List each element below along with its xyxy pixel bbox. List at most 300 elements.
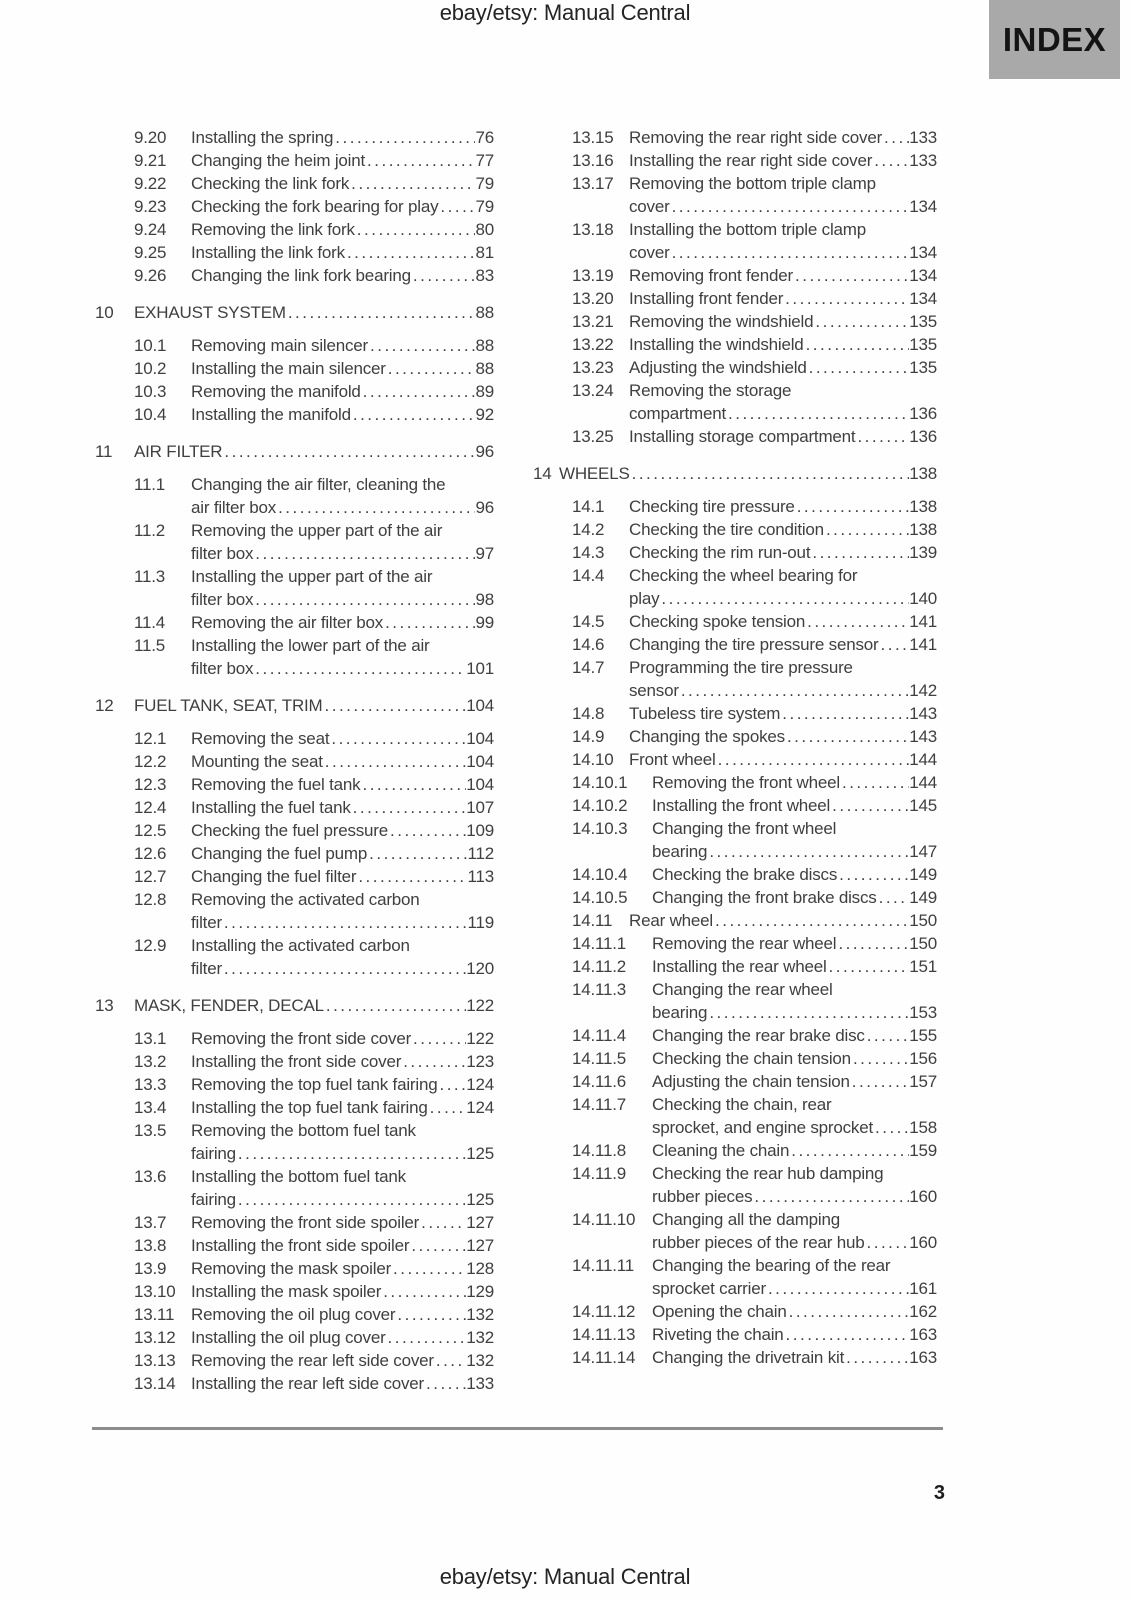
dot-leader — [670, 241, 910, 264]
entry-page-number: 135 — [909, 335, 937, 354]
dot-leader — [707, 1001, 909, 1024]
dot-leader — [360, 773, 466, 796]
entry-page-number: 127 — [466, 1236, 494, 1255]
dot-leader — [766, 1277, 909, 1300]
entry-lead-line — [191, 1027, 494, 1050]
entry-lead-line — [191, 542, 494, 565]
toc-entry-row — [533, 1346, 937, 1369]
entry-title: Removing the air filter box — [191, 613, 384, 632]
entry-number: 13.1 — [134, 1029, 167, 1048]
toc-entry-row — [533, 333, 937, 356]
entry-body — [191, 195, 494, 218]
entry-page-number: 140 — [909, 589, 937, 608]
entry-number: 14.11.8 — [572, 1141, 627, 1160]
entry-number: 14.11.11 — [572, 1256, 635, 1275]
entry-title-line: Checking the rear hub damping — [652, 1164, 884, 1183]
entry-title-line: Removing the upper part of the air — [191, 521, 443, 540]
toc-entry-row — [533, 264, 937, 287]
entry-page-number: 109 — [466, 821, 494, 840]
entry-body — [191, 126, 494, 149]
dot-leader — [882, 126, 909, 149]
entry-lead-line — [652, 840, 937, 863]
dot-leader — [836, 932, 909, 955]
entry-lead-line — [652, 1001, 937, 1024]
entry-body — [191, 634, 494, 680]
entry-title-line: Removing the bottom triple clamp — [629, 174, 876, 193]
entry-title: Changing the front brake discs — [652, 888, 877, 907]
entry-number: 10.3 — [134, 382, 167, 401]
toc-entry-row — [95, 796, 494, 819]
entry-title: EXHAUST SYSTEM — [134, 303, 286, 322]
toc-entry-row — [95, 1326, 494, 1349]
entry-title-line: Changing the rear wheel — [652, 980, 833, 999]
entry-page-number: 135 — [909, 358, 937, 377]
entry-page-number: 88 — [475, 336, 494, 355]
entry-body — [191, 1372, 494, 1395]
entry-page-number: 124 — [466, 1075, 494, 1094]
entry-title: cover — [629, 243, 670, 262]
toc-entry-row — [95, 357, 494, 380]
dot-leader — [409, 1234, 466, 1257]
entry-page-number: 144 — [909, 750, 937, 769]
entry-lead-line — [191, 819, 494, 842]
entry-page-number: 133 — [909, 151, 937, 170]
entry-body — [559, 462, 937, 485]
entry-body — [191, 1165, 494, 1211]
entry-title: Checking the rim run-out — [629, 543, 811, 562]
entry-body — [652, 1208, 937, 1254]
dot-leader — [386, 1326, 467, 1349]
entry-title: Changing the link fork bearing — [191, 266, 411, 285]
entry-body — [629, 702, 937, 725]
dot-leader — [785, 725, 909, 748]
entry-number: 10.2 — [134, 359, 167, 378]
entry-lead-line — [652, 863, 937, 886]
toc-column-left — [95, 126, 494, 1395]
toc-entry-row — [95, 888, 494, 934]
entry-lead-line — [629, 333, 937, 356]
entry-body — [191, 750, 494, 773]
entry-number: 13.2 — [134, 1052, 167, 1071]
entry-body — [134, 301, 494, 324]
entry-number: 14.11 — [572, 911, 613, 930]
entry-page-number: 127 — [466, 1213, 494, 1232]
entry-lead-line — [652, 1231, 937, 1254]
entry-page-number: 81 — [475, 243, 494, 262]
entry-lead-line — [629, 633, 937, 656]
toc-entry-row — [533, 1139, 937, 1162]
toc-entry-row — [533, 564, 937, 610]
entry-page-number: 99 — [475, 613, 494, 632]
entry-page-number: 124 — [466, 1098, 494, 1117]
toc-entry-row — [533, 425, 937, 448]
entry-body — [629, 748, 937, 771]
entry-lead-line — [629, 725, 937, 748]
entry-body — [629, 518, 937, 541]
entry-number: 13 — [95, 996, 114, 1015]
toc-entry-row — [533, 379, 937, 425]
entry-body — [191, 727, 494, 750]
toc-entry-row — [533, 218, 937, 264]
entry-page-number: 144 — [909, 773, 937, 792]
entry-title: rubber pieces of the rear hub — [652, 1233, 865, 1252]
entry-title: bearing — [652, 1003, 708, 1022]
entry-page-number: 138 — [909, 497, 937, 516]
entry-lead-line — [629, 195, 937, 218]
dot-leader — [323, 694, 467, 717]
dot-leader — [679, 679, 909, 702]
entry-page-number: 132 — [466, 1305, 494, 1324]
toc-entry-row — [533, 541, 937, 564]
entry-page-number: 145 — [909, 796, 937, 815]
entry-lead-line — [191, 1349, 494, 1372]
entry-body — [629, 149, 937, 172]
entry-number: 13.11 — [134, 1305, 175, 1324]
entry-title: Installing the link fork — [191, 243, 345, 262]
entry-number: 12.3 — [134, 775, 167, 794]
entry-title: Installing the mask spoiler — [191, 1282, 382, 1301]
dot-leader — [795, 495, 910, 518]
entry-page-number: 76 — [475, 128, 494, 147]
entry-number: 14 — [533, 464, 552, 483]
entry-body — [652, 886, 937, 909]
entry-body — [191, 264, 494, 287]
entry-lead-line — [652, 886, 937, 909]
dot-leader — [351, 796, 467, 819]
dot-leader — [707, 840, 909, 863]
entry-title: Installing the rear left side cover — [191, 1374, 425, 1393]
entry-page-number: 157 — [909, 1072, 937, 1091]
entry-page-number: 134 — [909, 289, 937, 308]
toc-section-row — [533, 462, 937, 485]
toc-entry-row — [95, 1165, 494, 1211]
entry-number: 13.17 — [572, 174, 614, 193]
entry-title: Changing the spokes — [629, 727, 785, 746]
entry-page-number: 80 — [475, 220, 494, 239]
entry-title: Removing the oil plug cover — [191, 1305, 396, 1324]
toc-entry-row — [533, 1254, 937, 1300]
entry-body — [652, 1162, 937, 1208]
toc-entry-row — [533, 771, 937, 794]
entry-page-number: 135 — [909, 312, 937, 331]
entry-title: Changing the heim joint — [191, 151, 366, 170]
entry-body — [191, 796, 494, 819]
dot-leader — [824, 518, 909, 541]
entry-body — [652, 1346, 937, 1369]
entry-title: Installing the front side spoiler — [191, 1236, 410, 1255]
toc-entry-row — [95, 819, 494, 842]
entry-body — [629, 633, 937, 656]
entry-title-line: Installing the activated carbon — [191, 936, 410, 955]
entry-title: Installing front fender — [629, 289, 784, 308]
entry-page-number: 88 — [475, 359, 494, 378]
entry-title: Installing the rear wheel — [652, 957, 827, 976]
entry-page-number: 88 — [475, 303, 494, 322]
entry-number: 14.11.14 — [572, 1348, 636, 1367]
dot-leader — [253, 542, 475, 565]
entry-title: Installing the manifold — [191, 405, 351, 424]
entry-title: Mounting the seat — [191, 752, 323, 771]
entry-title: Removing the front wheel — [652, 773, 840, 792]
toc-entry-row — [95, 773, 494, 796]
entry-page-number: 155 — [909, 1026, 937, 1045]
entry-title: Front wheel — [629, 750, 716, 769]
entry-number: 13.12 — [134, 1328, 176, 1347]
entry-number: 13.15 — [572, 128, 614, 147]
entry-title: fairing — [191, 1144, 236, 1163]
entry-title: Removing main silencer — [191, 336, 369, 355]
entry-title: Checking the brake discs — [652, 865, 838, 884]
entry-body — [652, 1093, 937, 1139]
entry-lead-line — [629, 495, 937, 518]
toc-column-right — [533, 126, 937, 1395]
toc-entry-row — [95, 1027, 494, 1050]
entry-body — [652, 863, 937, 886]
dot-leader — [813, 310, 909, 333]
entry-lead-line — [191, 911, 494, 934]
header-title: ebay/etsy: Manual Central — [439, 0, 691, 25]
entry-number: 11.1 — [134, 475, 166, 494]
entry-number: 14.10.5 — [572, 888, 628, 907]
entry-number: 10.4 — [134, 405, 167, 424]
toc-entry-row — [95, 334, 494, 357]
entry-number: 13.24 — [572, 381, 614, 400]
toc-entry-row — [533, 725, 937, 748]
entry-number: 10.1 — [134, 336, 167, 355]
dot-leader — [345, 241, 476, 264]
entry-body — [191, 611, 494, 634]
entry-title: Removing the rear wheel — [652, 934, 837, 953]
footer-divider — [92, 1427, 943, 1430]
entry-body — [629, 656, 937, 702]
entry-page-number: 158 — [909, 1118, 937, 1137]
entry-lead-line — [191, 865, 494, 888]
entry-title: Rear wheel — [629, 911, 713, 930]
dot-leader — [659, 587, 909, 610]
page-number: 3 — [933, 1482, 945, 1504]
entry-lead-line — [629, 126, 937, 149]
entry-lead-line — [559, 462, 937, 485]
toc-section-row — [95, 994, 494, 1017]
entry-lead-line — [134, 994, 494, 1017]
entry-page-number: 104 — [466, 696, 494, 715]
dot-leader — [388, 819, 466, 842]
entry-page-number: 112 — [467, 844, 494, 863]
entry-title: Checking the fork bearing for play — [191, 197, 439, 216]
toc-entry-row — [95, 727, 494, 750]
entry-body — [652, 932, 937, 955]
entry-title: Changing the rear brake disc — [652, 1026, 865, 1045]
entry-title-line: Installing the bottom triple clamp — [629, 220, 866, 239]
entry-page-number: 156 — [909, 1049, 937, 1068]
entry-title: filter box — [191, 544, 254, 563]
entry-body — [191, 380, 494, 403]
entry-title: Installing the windshield — [629, 335, 804, 354]
entry-page-number: 107 — [466, 798, 494, 817]
entry-title: filter — [191, 913, 222, 932]
toc-entry-row — [533, 886, 937, 909]
entry-body — [629, 126, 937, 149]
entry-lead-line — [629, 149, 937, 172]
dot-leader — [355, 218, 476, 241]
entry-page-number: 163 — [909, 1348, 937, 1367]
toc-entry-row — [533, 356, 937, 379]
entry-lead-line — [629, 679, 937, 702]
entry-body — [191, 403, 494, 426]
entry-title: Changing the tire pressure sensor — [629, 635, 879, 654]
entry-page-number: 98 — [475, 590, 494, 609]
entry-lead-line — [191, 1142, 494, 1165]
entry-body — [652, 794, 937, 817]
entry-body — [134, 440, 494, 463]
entry-title: Installing the fuel tank — [191, 798, 351, 817]
entry-title: cover — [629, 197, 670, 216]
entry-page-number: 92 — [475, 405, 494, 424]
entry-lead-line — [652, 1116, 937, 1139]
entry-body — [629, 909, 937, 932]
dot-leader — [356, 865, 467, 888]
toc-entry-row — [533, 1047, 937, 1070]
entry-body — [652, 1323, 937, 1346]
entry-lead-line — [191, 1280, 494, 1303]
entry-page-number: 134 — [909, 197, 937, 216]
entry-number: 14.10.1 — [572, 773, 628, 792]
entry-body — [191, 773, 494, 796]
entry-page-number: 79 — [475, 197, 494, 216]
entry-number: 14.11.5 — [572, 1049, 627, 1068]
entry-page-number: 79 — [475, 174, 494, 193]
entry-body — [629, 172, 937, 218]
toc-entry-row — [95, 1073, 494, 1096]
entry-number: 14.11.3 — [572, 980, 627, 999]
dot-leader — [787, 1300, 910, 1323]
entry-page-number: 128 — [466, 1259, 494, 1278]
entry-lead-line — [191, 218, 494, 241]
entry-lead-line — [652, 955, 937, 978]
entry-body — [629, 310, 937, 333]
toc-entry-row — [533, 656, 937, 702]
entry-lead-line — [191, 1372, 494, 1395]
dot-leader — [752, 1185, 909, 1208]
entry-body — [191, 1096, 494, 1119]
entry-body — [191, 218, 494, 241]
dot-leader — [222, 440, 475, 463]
dot-leader — [253, 657, 466, 680]
entry-lead-line — [629, 909, 937, 932]
entry-title: Removing the link fork — [191, 220, 355, 239]
dot-leader — [850, 1070, 909, 1093]
entry-title: Changing the fuel pump — [191, 844, 368, 863]
entry-title: filter box — [191, 590, 254, 609]
entry-number: 9.20 — [134, 128, 167, 147]
entry-title: Removing front fender — [629, 266, 793, 285]
entry-title: Checking the link fork — [191, 174, 350, 193]
entry-lead-line — [652, 932, 937, 955]
entry-lead-line — [134, 694, 494, 717]
entry-lead-line — [191, 796, 494, 819]
toc-entry-row — [95, 1050, 494, 1073]
entry-title: WHEELS — [559, 464, 630, 483]
entry-body — [629, 725, 937, 748]
toc-entry-row — [533, 748, 937, 771]
entry-lead-line — [652, 794, 937, 817]
entry-body — [191, 1211, 494, 1234]
entry-lead-line — [652, 1277, 937, 1300]
entry-title: air filter box — [191, 498, 277, 517]
entry-number: 13.9 — [134, 1259, 167, 1278]
entry-title: bearing — [652, 842, 708, 861]
entry-title: Removing the windshield — [629, 312, 814, 331]
toc-section-row — [95, 301, 494, 324]
entry-body — [629, 218, 937, 264]
entry-title: FUEL TANK, SEAT, TRIM — [134, 696, 323, 715]
entry-body — [629, 287, 937, 310]
entry-page-number: 104 — [466, 729, 494, 748]
entry-number: 12.4 — [134, 798, 167, 817]
toc-entry-row — [533, 518, 937, 541]
entry-body — [652, 955, 937, 978]
entry-number: 14.11.2 — [572, 957, 627, 976]
dot-leader — [401, 1050, 466, 1073]
toc-entry-row — [533, 495, 937, 518]
entry-title-line: Removing the storage — [629, 381, 792, 400]
entry-number: 13.21 — [572, 312, 614, 331]
entry-title: Changing the drivetrain kit — [652, 1348, 845, 1367]
entry-title: Cleaning the chain — [652, 1141, 790, 1160]
entry-page-number: 138 — [909, 464, 937, 483]
entry-page-number: 139 — [909, 543, 937, 562]
entry-title: Removing the fuel tank — [191, 775, 361, 794]
dot-leader — [222, 911, 468, 934]
entry-body — [652, 1047, 937, 1070]
entry-number: 14.5 — [572, 612, 605, 631]
entry-page-number: 83 — [475, 266, 494, 285]
entry-title-line: Changing all the damping — [652, 1210, 841, 1229]
entry-number: 13.5 — [134, 1121, 167, 1140]
entry-body — [629, 333, 937, 356]
dot-leader — [411, 1027, 466, 1050]
entry-number: 14.11.7 — [572, 1095, 627, 1114]
entry-page-number: 113 — [467, 867, 494, 886]
dot-leader — [877, 886, 910, 909]
entry-body — [191, 1280, 494, 1303]
entry-lead-line — [191, 1211, 494, 1234]
dot-leader — [713, 909, 909, 932]
toc-entry-row — [95, 865, 494, 888]
dot-leader — [844, 1346, 909, 1369]
entry-title: Removing the front side cover — [191, 1029, 412, 1048]
entry-number: 9.24 — [134, 220, 167, 239]
entry-number: 9.26 — [134, 266, 167, 285]
entry-body — [191, 172, 494, 195]
entry-title: Installing the front side cover — [191, 1052, 402, 1071]
entry-lead-line — [191, 380, 494, 403]
entry-lead-line — [191, 1050, 494, 1073]
entry-title: Installing the top fuel tank fairing — [191, 1098, 428, 1117]
dot-leader — [438, 195, 475, 218]
dot-leader — [865, 1024, 910, 1047]
toc-entry-row — [95, 149, 494, 172]
entry-page-number: 125 — [466, 1190, 494, 1209]
dot-leader — [253, 588, 475, 611]
entry-body — [629, 541, 937, 564]
entry-body — [191, 357, 494, 380]
entry-body — [652, 771, 937, 794]
entry-page-number: 104 — [466, 752, 494, 771]
entry-page-number: 147 — [909, 842, 937, 861]
dot-leader — [873, 1116, 909, 1139]
entry-lead-line — [134, 301, 494, 324]
